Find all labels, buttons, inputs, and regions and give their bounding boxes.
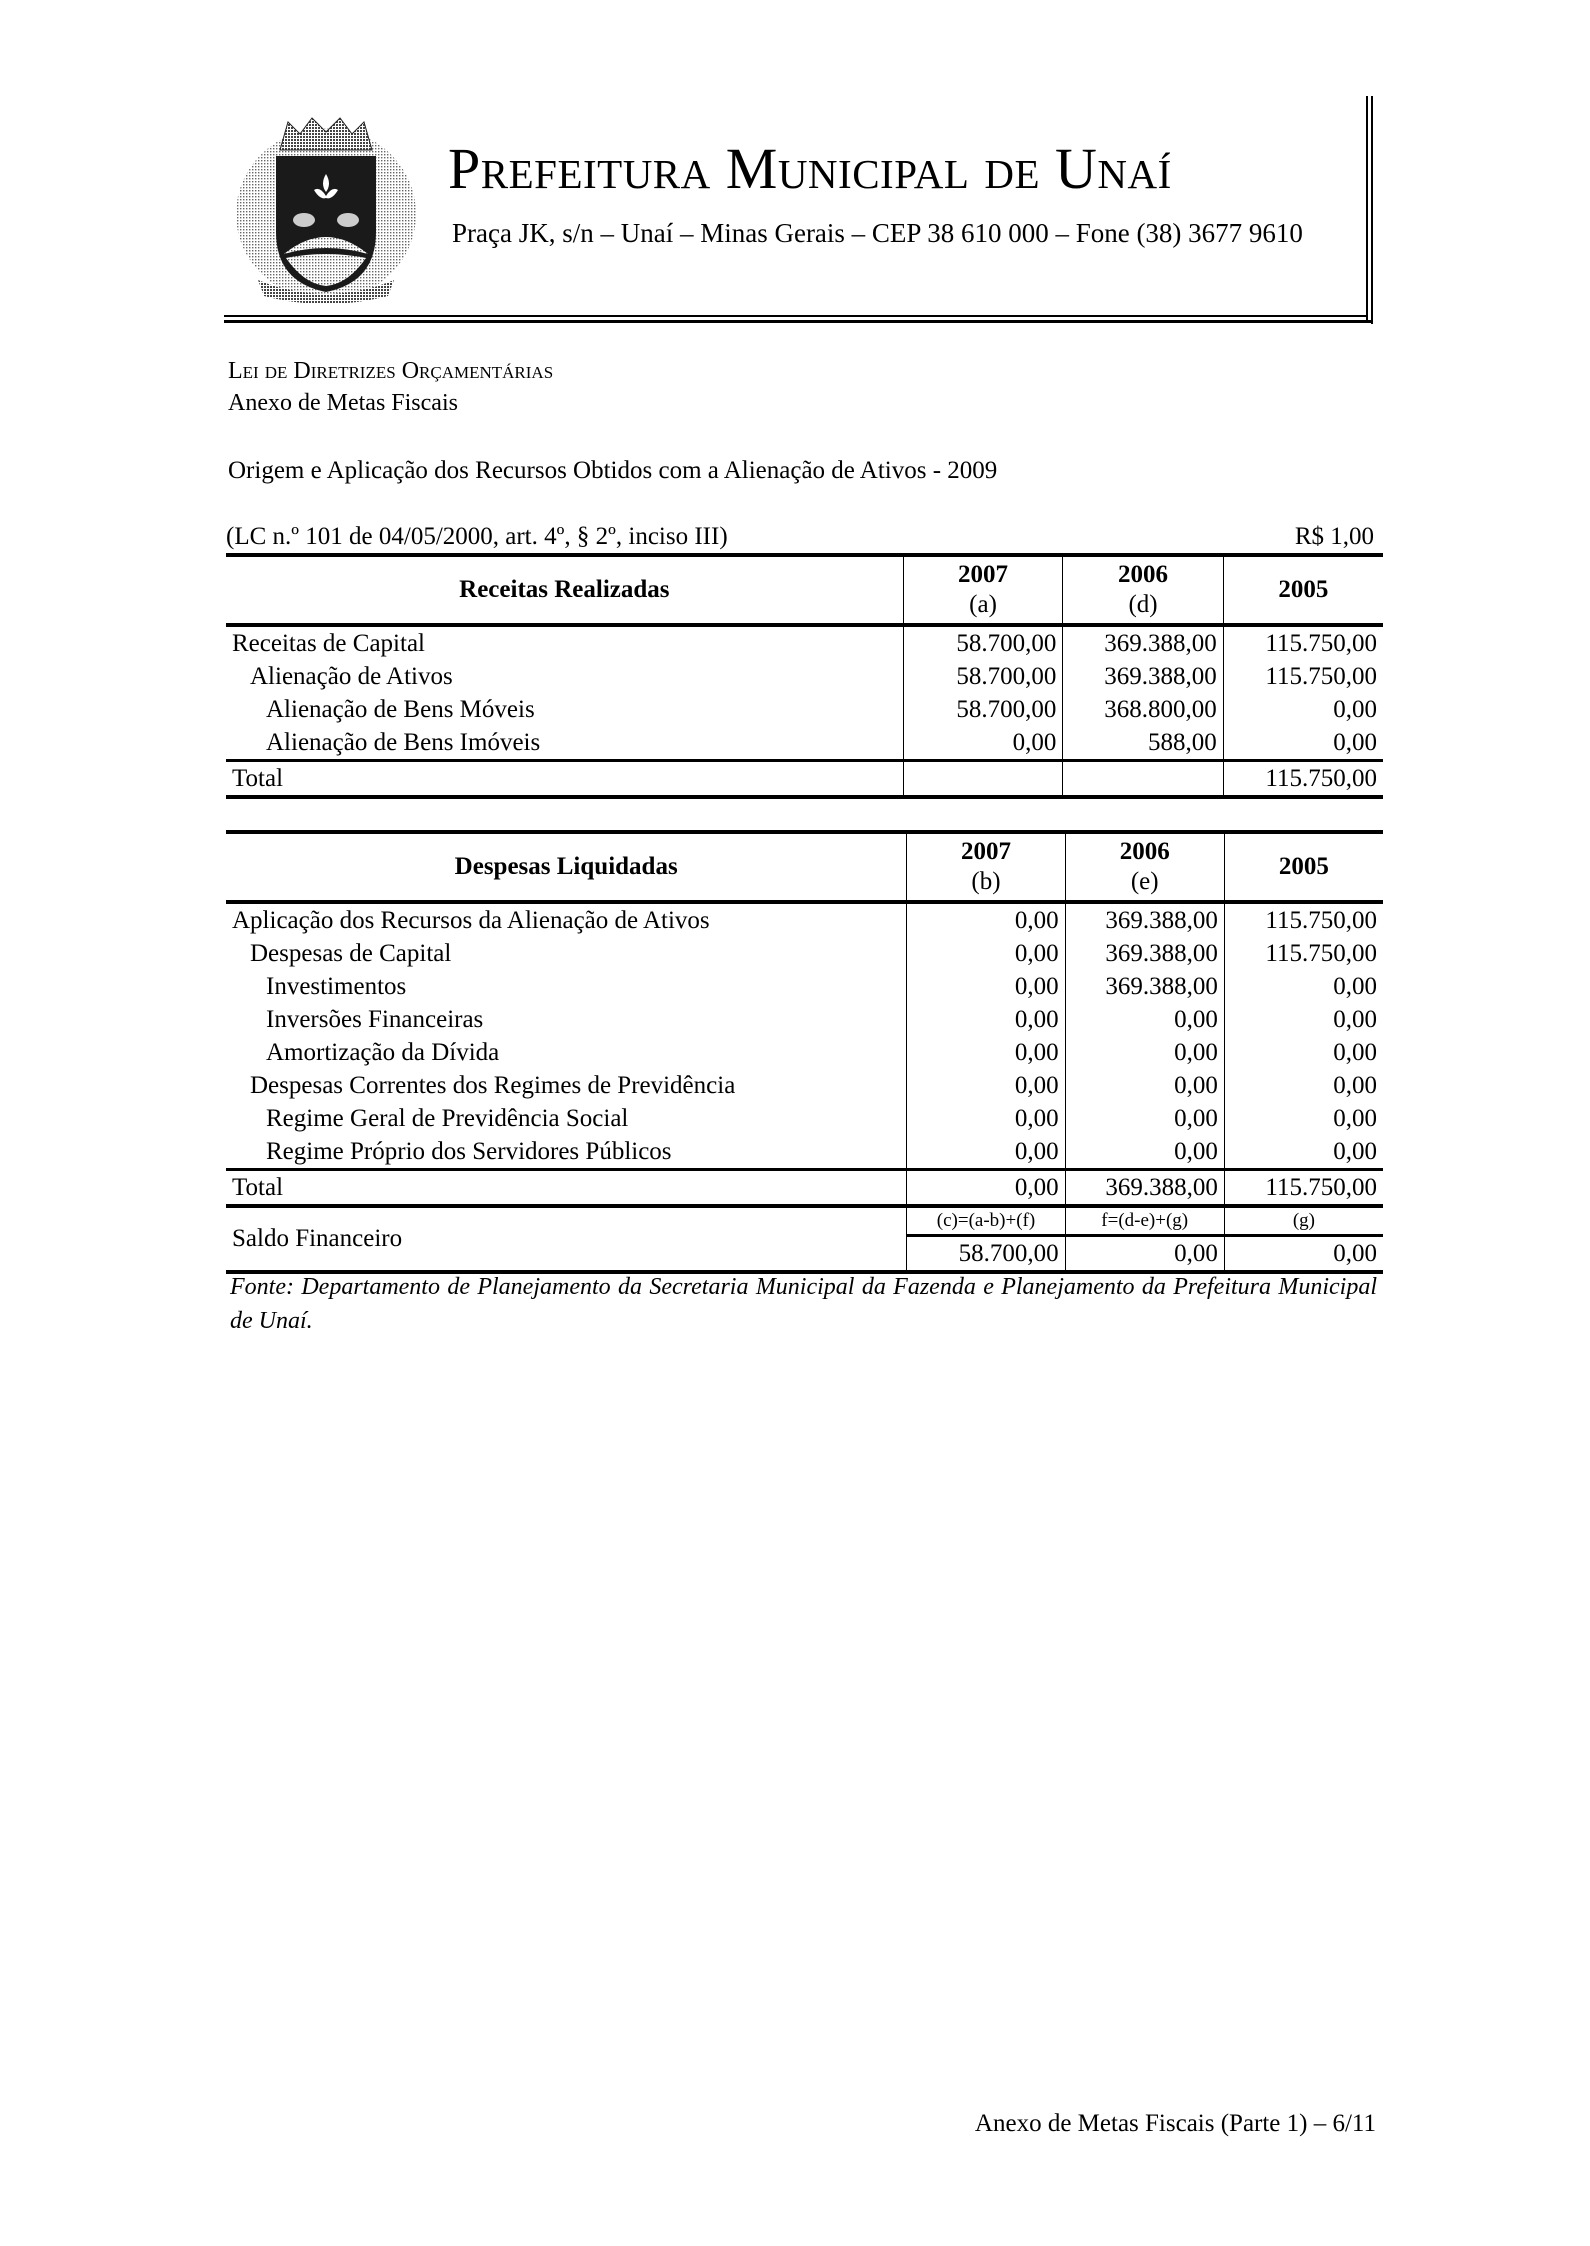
table-row [226, 1102, 1383, 1135]
saldo-formula-row [226, 1206, 1383, 1236]
receitas-table [226, 553, 1383, 799]
table-header-row [226, 832, 1383, 902]
cell-2006: 0,00 [1065, 1069, 1224, 1102]
cell-2006: 369.388,00 [1065, 970, 1224, 1003]
municipality-title: Prefeitura Municipal de Unaí [448, 136, 1172, 201]
saldo-2006: 0,00 [1065, 1236, 1224, 1273]
annex-name: Anexo de Metas Fiscais [228, 390, 458, 416]
column-header-label: Receitas Realizadas [226, 555, 903, 625]
table-row [226, 660, 1383, 693]
cell-2006: 0,00 [1065, 1102, 1224, 1135]
cell-2006: 369.388,00 [1065, 937, 1224, 970]
column-header-2005: 2005 [1223, 555, 1383, 625]
cell-2007: 0,00 [907, 1170, 1065, 1207]
column-tag: (e) [1130, 868, 1159, 895]
table-row [226, 625, 1383, 660]
municipality-address: Praça JK, s/n – Unaí – Minas Gerais – CEP 38 610 000 – Fone (38) 3677 9610 [452, 218, 1303, 248]
row-label: Aplicação dos Recursos da Alienação de Ativos [232, 907, 710, 934]
table-row [226, 1003, 1383, 1036]
cell-2005: 0,00 [1224, 1102, 1383, 1135]
letterhead-border-right-outer [1371, 96, 1373, 324]
cell-2006: 0,00 [1065, 1003, 1224, 1036]
letterhead-border-bottom [224, 315, 1368, 317]
year-label: 2007 [958, 561, 1009, 588]
cell-2005: 115.750,00 [1223, 761, 1383, 798]
letterhead-border-bottom-outer [224, 320, 1373, 323]
cell-2005: 115.750,00 [1224, 937, 1383, 970]
coat-of-arms-logo [228, 112, 424, 306]
total-row [226, 761, 1383, 798]
table-row [226, 1036, 1383, 1069]
cell-2007 [903, 761, 1063, 798]
cell-2007: 0,00 [907, 1069, 1065, 1102]
cell-2006: 588,00 [1063, 726, 1223, 761]
cell-2005: 0,00 [1224, 1069, 1383, 1102]
row-label: Inversões Financeiras [266, 1006, 484, 1033]
saldo-label: Saldo Financeiro [226, 1206, 907, 1272]
cell-2005: 115.750,00 [1223, 660, 1383, 693]
cell-2007: 0,00 [903, 726, 1063, 761]
formula-2005: (g) [1224, 1206, 1383, 1236]
cell-2007: 0,00 [907, 902, 1065, 937]
cell-2005: 115.750,00 [1224, 1170, 1383, 1207]
cell-2007: 0,00 [907, 970, 1065, 1003]
formula-2007: (c)=(a-b)+(f) [907, 1206, 1065, 1236]
cell-2005: 0,00 [1223, 693, 1383, 726]
year-label: 2006 [1118, 561, 1169, 588]
row-label: Despesas Correntes dos Regimes de Previdência [250, 1072, 736, 1099]
despesas-table [226, 830, 1383, 1274]
page-footer: Anexo de Metas Fiscais (Parte 1) – 6/11 [974, 2110, 1376, 2137]
column-header-2006 [1063, 555, 1223, 625]
source-note: Fonte: Departamento de Planejamento da Secretaria Municipal da Fazenda e Planejamento da Prefeitura Municipal de Unaí. [230, 1274, 1377, 1334]
legal-reference: (LC n.º 101 de 04/05/2000, art. 4º, § 2º, inciso III) [226, 523, 728, 550]
cell-2007: 0,00 [907, 1135, 1065, 1170]
row-label: Regime Geral de Previdência Social [266, 1105, 629, 1132]
table-row [226, 937, 1383, 970]
table-row [226, 902, 1383, 937]
cell-2007: 58.700,00 [903, 693, 1063, 726]
row-label: Alienação de Ativos [250, 663, 453, 690]
letterhead-border-right [1366, 96, 1368, 322]
table-row [226, 1069, 1383, 1102]
cell-2007: 0,00 [907, 1102, 1065, 1135]
column-header-2006 [1065, 832, 1224, 902]
cell-2007: 0,00 [907, 1003, 1065, 1036]
cell-2006: 369.388,00 [1063, 660, 1223, 693]
cell-2007: 58.700,00 [903, 660, 1063, 693]
cell-2005: 0,00 [1223, 726, 1383, 761]
table-header-row [226, 555, 1383, 625]
table-row [226, 1135, 1383, 1170]
column-header-2007 [907, 832, 1065, 902]
row-label: Regime Próprio dos Servidores Públicos [266, 1138, 672, 1165]
cell-2005: 0,00 [1224, 1036, 1383, 1069]
cell-2006: 369.388,00 [1065, 1170, 1224, 1207]
cell-2007: 0,00 [907, 1036, 1065, 1069]
table-row [226, 726, 1383, 761]
row-label: Despesas de Capital [250, 940, 452, 967]
currency-unit: R$ 1,00 [1294, 523, 1374, 550]
cell-2005: 115.750,00 [1223, 625, 1383, 660]
row-label: Investimentos [266, 973, 407, 1000]
row-label: Alienação de Bens Móveis [266, 696, 535, 723]
row-label: Alienação de Bens Imóveis [266, 729, 541, 756]
row-label: Total [226, 1170, 907, 1207]
cell-2006: 369.388,00 [1063, 625, 1223, 660]
column-header-2007 [903, 555, 1063, 625]
cell-2005: 0,00 [1224, 1135, 1383, 1170]
row-label: Amortização da Dívida [266, 1039, 500, 1066]
year-label: 2006 [1119, 838, 1170, 865]
column-tag: (b) [971, 868, 1001, 895]
cell-2007: 0,00 [907, 937, 1065, 970]
row-label: Total [226, 761, 903, 798]
cell-2006: 0,00 [1065, 1036, 1224, 1069]
cell-2005: 0,00 [1224, 970, 1383, 1003]
table-row [226, 970, 1383, 1003]
column-header-label: Despesas Liquidadas [226, 832, 907, 902]
document-title: Origem e Aplicação dos Recursos Obtidos com a Alienação de Ativos - 2009 [228, 457, 998, 484]
table-row [226, 693, 1383, 726]
cell-2006: 369.388,00 [1065, 902, 1224, 937]
formula-2006: f=(d-e)+(g) [1065, 1206, 1224, 1236]
total-row [226, 1170, 1383, 1207]
year-label: 2007 [960, 838, 1011, 865]
column-header-2005: 2005 [1224, 832, 1383, 902]
cell-2005: 115.750,00 [1224, 902, 1383, 937]
saldo-2005: 0,00 [1224, 1236, 1383, 1273]
cell-2006: 368.800,00 [1063, 693, 1223, 726]
section-heading: Lei de Diretrizes Orçamentárias [228, 358, 554, 384]
row-label: Receitas de Capital [232, 630, 425, 657]
cell-2006: 0,00 [1065, 1135, 1224, 1170]
column-tag: (a) [969, 591, 997, 618]
cell-2006 [1063, 761, 1223, 798]
column-tag: (d) [1128, 591, 1158, 618]
cell-2007: 58.700,00 [903, 625, 1063, 660]
cell-2005: 0,00 [1224, 1003, 1383, 1036]
saldo-2007: 58.700,00 [907, 1236, 1065, 1273]
